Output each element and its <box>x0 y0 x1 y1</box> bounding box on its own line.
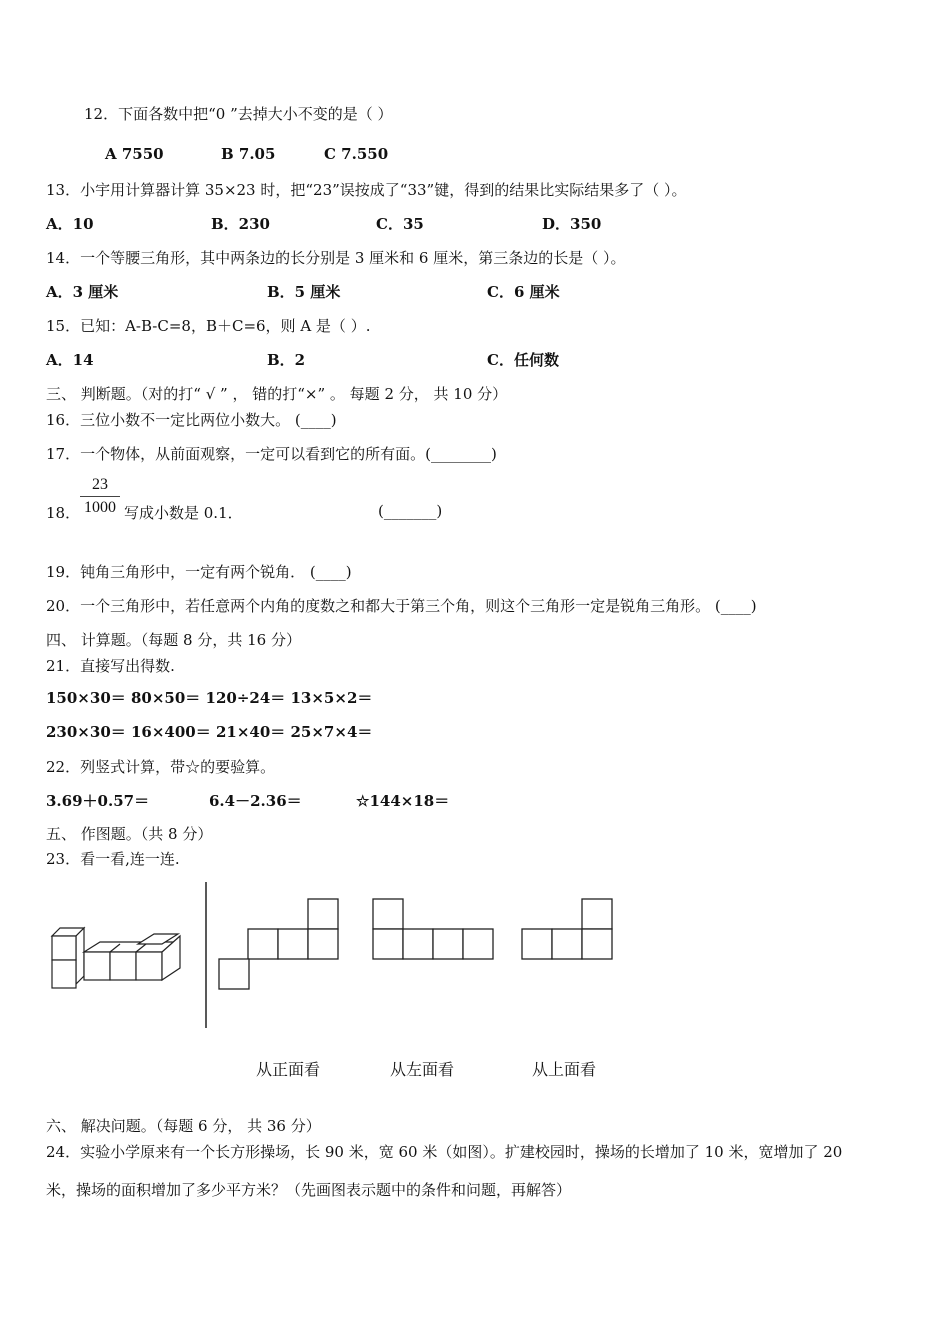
q14-stem: 14．一个等腰三角形，其中两条边的长分别是 3 厘米和 6 厘米，第三条边的长是（ ）。 <box>46 249 626 267</box>
section3-title: 三、 判断题。（对的打“ √ ” ， 错的打“×” 。 每题 2 分， 共 10 分） <box>46 385 508 403</box>
q18-number: 18． <box>46 504 81 522</box>
q13-stem: 13．小宇用计算器计算 35×23 时，把“23”误按成了“33”键，得到的结果比实际结果多了（ ）。 <box>46 181 687 199</box>
q17-text: 17．一个物体，从前面观察，一定可以看到它的所有面。(________) <box>46 445 497 463</box>
q22-item-3: ☆144×18＝ <box>356 792 450 810</box>
q18-blank[interactable]: (_______) <box>378 502 443 520</box>
row-cube-1 <box>84 952 110 980</box>
q18-fraction <box>80 476 120 517</box>
q23-stem: 23．看一看,连一连. <box>46 850 180 868</box>
q12-stem: 12．下面各数中把“0 ”去掉大小不变的是（ ） <box>84 105 393 123</box>
q18-text: 写成小数是 0.1． <box>124 504 243 522</box>
q13-option-d[interactable]: D．350 <box>542 215 602 233</box>
divider-line <box>203 882 209 1030</box>
row-cube-2 <box>110 952 136 980</box>
cube-front-face-upper <box>52 936 76 960</box>
q15-option-a[interactable]: A．14 <box>46 351 94 369</box>
row-cube-3 <box>136 952 162 980</box>
cube-front-face-lower <box>52 960 76 988</box>
q24-line-1: 24．实验小学原来有一个长方形操场，长 90 米，宽 60 米（如图）。扩建校园时，操场的长增加了 10 米，宽增加了 20 <box>46 1143 843 1161</box>
view-label-front[interactable]: 从正面看 <box>256 1060 321 1079</box>
view-shape-1[interactable] <box>216 896 342 992</box>
q12-option-b[interactable]: B 7.05 <box>221 145 276 163</box>
q21-row-2: 230×30＝ 16×400＝ 21×40＝ 25×7×4＝ <box>46 723 373 741</box>
view-label-top[interactable]: 从上面看 <box>532 1060 597 1079</box>
view-label-left[interactable]: 从左面看 <box>390 1060 455 1079</box>
q24-line-2: 米，操场的面积增加了多少平方米？（先画图表示题中的条件和问题，再解答） <box>46 1181 572 1199</box>
q21-row-1: 150×30＝ 80×50＝ 120÷24＝ 13×5×2＝ <box>46 689 373 707</box>
q22-item-1: 3.69＋0.57＝ <box>46 792 150 810</box>
q15-option-c[interactable]: C．任何数 <box>487 351 559 369</box>
q13-option-c[interactable]: C．35 <box>376 215 424 233</box>
q15-stem: 15．已知：A-B-C=8，B＋C=6，则 A 是（ ）. <box>46 317 371 335</box>
q16-text: 16．三位小数不一定比两位小数大。 (____) <box>46 411 337 429</box>
q13-option-a[interactable]: A．10 <box>46 215 94 233</box>
cube-side-face <box>76 928 84 984</box>
q22-item-2: 6.4－2.36＝ <box>209 792 302 810</box>
q18-fraction-denominator: 1000 <box>84 499 116 516</box>
q20-text: 20．一个三角形中，若任意两个内角的度数之和都大于第三个角，则这个三角形一定是锐角三角形。 (____) <box>46 597 757 615</box>
q19-text: 19．钝角三角形中，一定有两个锐角． (____) <box>46 563 352 581</box>
q21-stem: 21．直接写出得数. <box>46 657 175 675</box>
q14-option-c[interactable]: C．6 厘米 <box>487 283 560 301</box>
q18-fraction-numerator: 23 <box>80 476 120 497</box>
q22-stem: 22．列竖式计算，带☆的要验算。 <box>46 758 276 776</box>
section4-title: 四、 计算题。（每题 8 分，共 16 分） <box>46 631 301 649</box>
view-shape-3[interactable] <box>519 896 617 962</box>
section5-title: 五、 作图题。（共 8 分） <box>46 825 213 843</box>
q12-option-a[interactable]: A 7550 <box>105 145 164 163</box>
q15-option-b[interactable]: B．2 <box>267 351 306 369</box>
q12-option-c[interactable]: C 7.550 <box>324 145 389 163</box>
q13-option-b[interactable]: B．230 <box>211 215 270 233</box>
section6-title: 六、 解决问题。（每题 6 分， 共 36 分） <box>46 1117 321 1135</box>
q14-option-b[interactable]: B．5 厘米 <box>267 283 341 301</box>
q14-option-a[interactable]: A．3 厘米 <box>46 283 119 301</box>
view-shape-2[interactable] <box>370 896 498 962</box>
cube-solid-figure <box>40 922 190 994</box>
